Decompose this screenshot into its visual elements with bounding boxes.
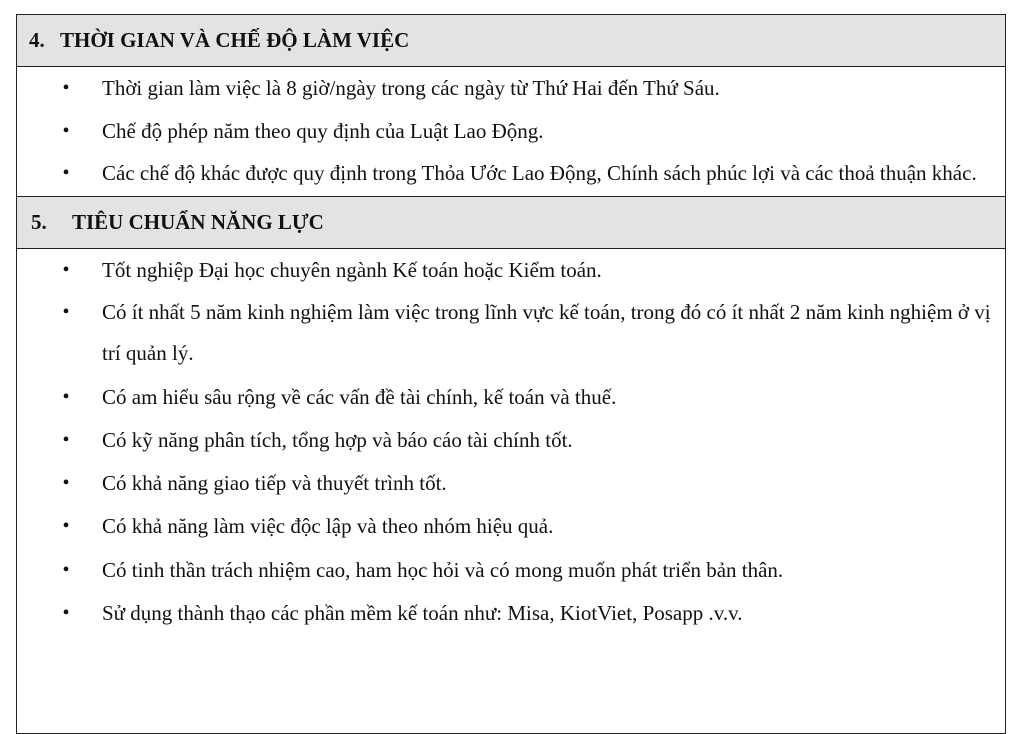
bullet-icon: • [62, 602, 70, 625]
list-item [17, 376, 1005, 418]
list-item-text: Có ít nhất 5 năm kinh nghiệm làm việc trong lĩnh vực kế toán, trong đó có ít nhất 2 năm kinh nghiệm ở vị trí quản lý. [102, 300, 991, 366]
list-item-text: Chế độ phép năm theo quy định của Luật Lao Động. [102, 119, 544, 143]
section-5-number: 5. [31, 210, 47, 234]
list-item [17, 292, 1005, 374]
section-4-list [17, 67, 1005, 196]
list-item-text: Sử dụng thành thạo các phần mềm kế toán như: Misa, KiotViet, Posapp .v.v. [102, 601, 743, 626]
section-4-title: THỜI GIAN VÀ CHẾ ĐỘ LÀM VIỆC [60, 28, 410, 52]
section-5-title: TIÊU CHUẨN NĂNG LỰC [72, 210, 324, 234]
bullet-icon: • [62, 120, 70, 142]
list-item [17, 462, 1005, 504]
section-5-header [17, 196, 1005, 249]
bullet-icon: • [62, 558, 70, 581]
list-item-text: Có khả năng giao tiếp và thuyết trình tốt. [102, 471, 447, 496]
bullet-icon: • [62, 162, 70, 184]
list-item-text: Có khả năng làm việc độc lập và theo nhóm hiệu quả. [102, 514, 554, 539]
list-item [17, 505, 1005, 547]
list-item [17, 419, 1005, 461]
bullet-icon: • [62, 259, 70, 281]
list-item-text: Có kỹ năng phân tích, tổng hợp và báo cáo tài chính tốt. [102, 427, 573, 452]
bullet-icon: • [62, 428, 70, 451]
list-item-text: Có am hiểu sâu rộng về các vấn đề tài chính, kế toán và thuế. [102, 384, 617, 409]
bullet-icon: • [62, 301, 70, 324]
document-table [16, 14, 1006, 734]
list-item [17, 249, 1005, 291]
bullet-icon: • [62, 515, 70, 538]
list-item [17, 67, 1005, 109]
list-item [17, 592, 1005, 634]
list-item-text: Tốt nghiệp Đại học chuyên ngành Kế toán hoặc Kiểm toán. [102, 258, 602, 282]
bullet-icon: • [62, 385, 70, 408]
list-item-text: Có tinh thần trách nhiệm cao, ham học hỏi và có mong muốn phát triển bản thân. [102, 557, 784, 582]
list-item-text: Thời gian làm việc là 8 giờ/ngày trong các ngày từ Thứ Hai đến Thứ Sáu. [102, 76, 720, 100]
list-item [17, 110, 1005, 152]
section-4-header [17, 15, 1005, 67]
section-4-number: 4. [29, 28, 45, 52]
list-item [17, 153, 1005, 194]
bullet-icon: • [62, 472, 70, 495]
list-item-text: Các chế độ khác được quy định trong Thỏa Ước Lao Động, Chính sách phúc lợi và các thoả thuận khác. [102, 161, 977, 185]
list-item [17, 549, 1005, 591]
section-5-list [17, 249, 1005, 634]
bullet-icon: • [62, 77, 70, 99]
